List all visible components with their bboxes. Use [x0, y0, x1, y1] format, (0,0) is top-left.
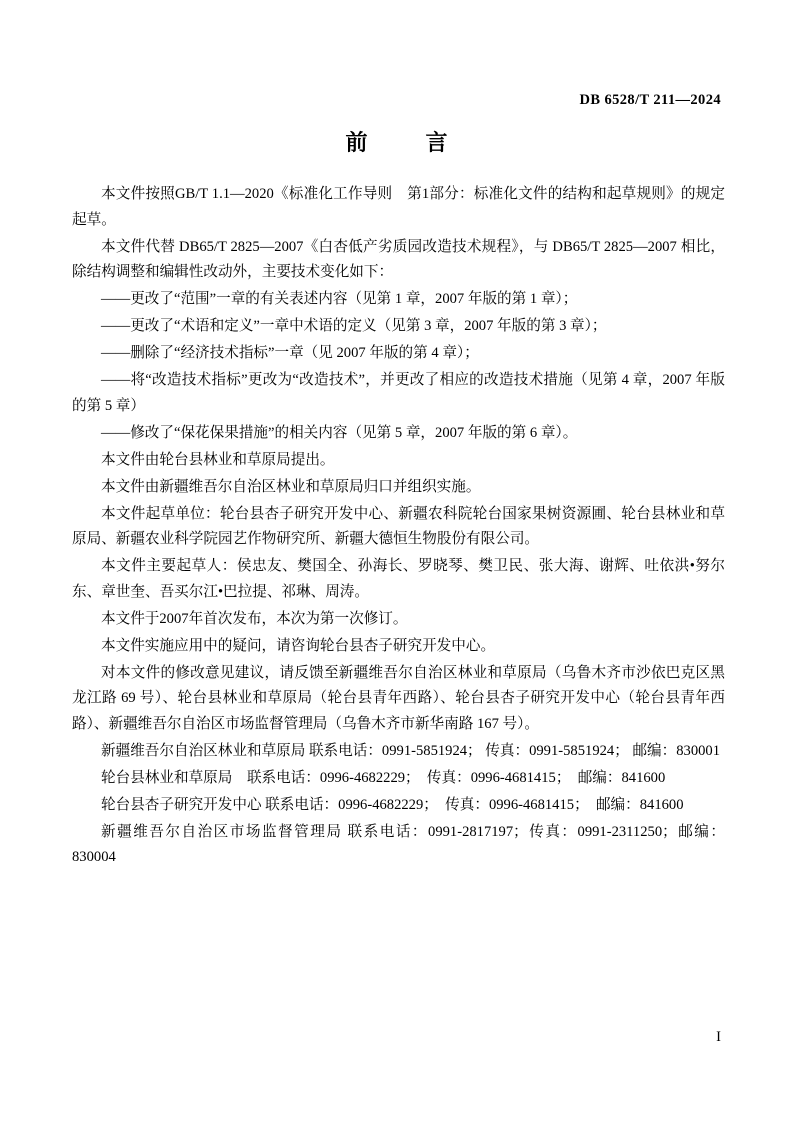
change-item: ——将“改造技术指标”更改为“改造技术”，并更改了相应的改造技术措施（见第 4 章，2007 年版的第 5 章）: [72, 372, 725, 414]
contact-line: 新疆维吾尔自治区林业和草原局 联系电话：0991-5851924； 传真：0991-5851924； 邮编：830001: [101, 742, 721, 759]
paragraph: 对本文件的修改意见建议，请反馈至新疆维吾尔自治区林业和草原局（乌鲁木齐市沙依巴克区黑龙江路 69 号）、轮台县林业和草原局（轮台县青年西路）、轮台县杏子研究开发中心（轮台县青年西路）、新疆维吾尔自治区市场监督管理局（乌鲁木齐市新华南路 167 号）。: [72, 664, 725, 732]
paragraph: 本文件按照GB/T 1.1—2020《标准化工作导则 第1部分：标准化文件的结构和起草规则》的规定起草。: [72, 186, 725, 228]
contact-line: 轮台县林业和草原局 联系电话：0996-4682229； 传真：0996-4681415； 邮编：841600: [101, 769, 666, 786]
paragraph: 本文件由新疆维吾尔自治区林业和草原局归口并组织实施。: [101, 478, 481, 495]
page-number: I: [716, 1029, 721, 1045]
contact-line: 轮台县杏子研究开发中心 联系电话：0996-4682229； 传真：0996-4681415； 邮编：841600: [101, 796, 684, 813]
foreword-body: [72, 182, 725, 872]
contact-line: 新疆维吾尔自治区市场监督管理局 联系电话：0991-2817197；传真：0991-2311250；邮编：830004: [72, 823, 725, 865]
change-item: ——删除了“经济技术指标”一章（见 2007 年版的第 4 章）；: [101, 345, 479, 361]
page-title: 前 言: [345, 130, 466, 155]
change-item: ——更改了“术语和定义”一章中术语的定义（见第 3 章，2007 年版的第 3 章）；: [101, 318, 607, 334]
paragraph: 本文件起草单位：轮台县杏子研究开发中心、新疆农科院轮台国家果树资源圃、轮台县林业和草原局、新疆农业科学院园艺作物研究所、新疆大德恒生物股份有限公司。: [72, 505, 725, 547]
paragraph: 本文件于2007年首次发布，本次为第一次修订。: [101, 610, 408, 627]
paragraph: 本文件代替 DB65/T 2825—2007《白杏低产劣质园改造技术规程》，与 DB65/T 2825—2007 相比，除结构调整和编辑性改动外，主要技术变化如下：: [72, 238, 725, 280]
paragraph: 本文件实施应用中的疑问，请咨询轮台县杏子研究开发中心。: [101, 637, 496, 654]
change-item: ——修改了“保花保果措施”的相关内容（见第 5 章，2007 年版的第 6 章）。: [101, 424, 578, 441]
standard-code-header: DB 6528/T 211—2024: [579, 92, 721, 108]
paragraph: 本文件由轮台县林业和草原局提出。: [101, 451, 335, 468]
paragraph: 本文件主要起草人：侯忠友、樊国全、孙海长、罗晓琴、樊卫民、张大海、谢辉、吐依洪•努尔东、章世奎、吾买尔江•巴拉提、祁琳、周涛。: [72, 558, 725, 600]
change-item: ——更改了“范围”一章的有关表述内容（见第 1 章，2007 年版的第 1 章）；: [101, 291, 578, 307]
